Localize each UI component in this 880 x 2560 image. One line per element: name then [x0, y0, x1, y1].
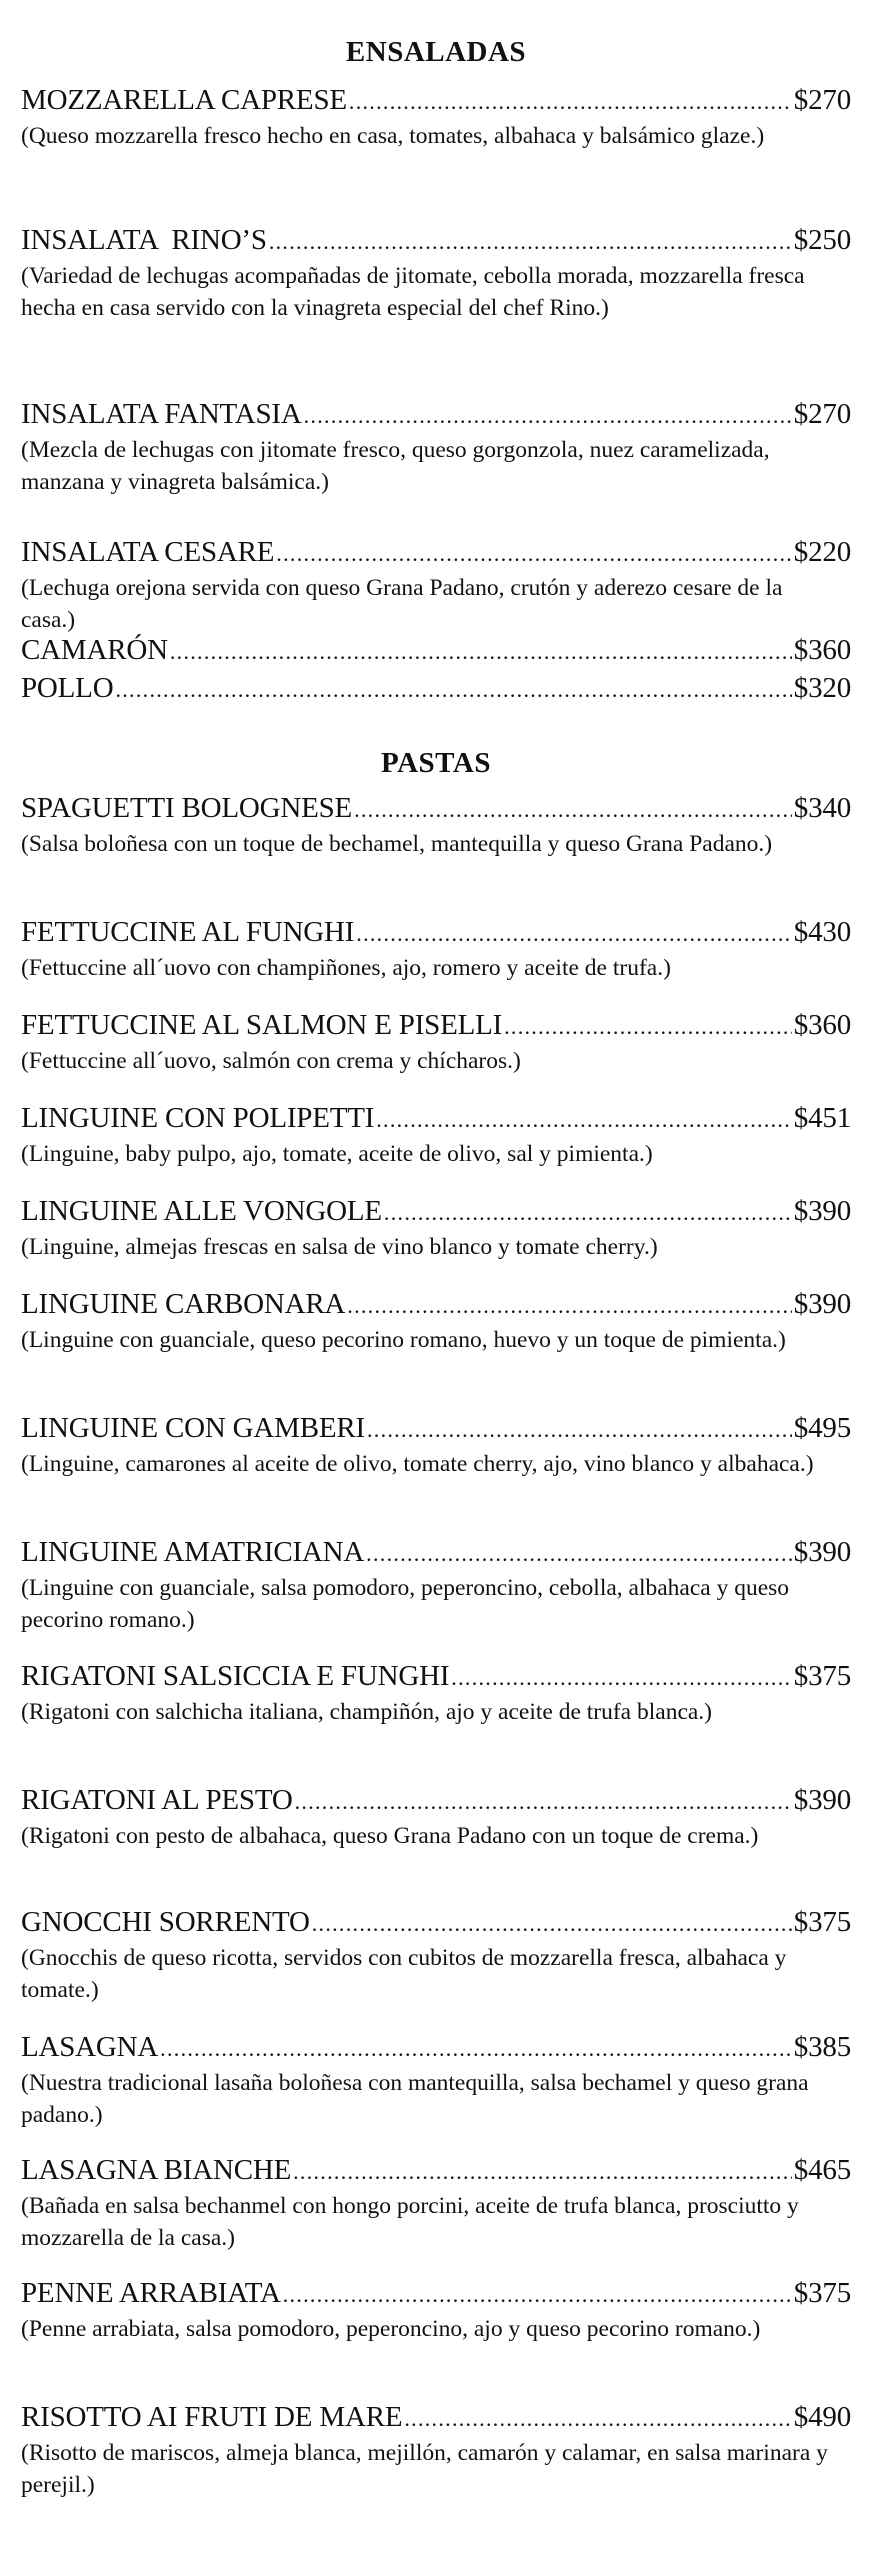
dish-name: RISOTTO AI FRUTI DE MARE [21, 2401, 403, 2433]
dish-price: $390 [793, 1784, 851, 1816]
dish-price: $375 [793, 1660, 851, 1692]
dot-leader [451, 1660, 792, 1696]
dish-price: $320 [793, 672, 851, 704]
dish-line [21, 222, 851, 260]
dot-leader [366, 1536, 792, 1572]
dish-name: POLLO [21, 672, 114, 704]
dish-insalata-cesare [21, 534, 851, 636]
dish-risotto-ai-fruti-de-mare [21, 2399, 851, 2501]
dish-gnocchi-sorrento [21, 1904, 851, 2006]
dish-name: RIGATONI SALSICCIA E FUNGHI [21, 1660, 450, 1692]
dish-line [21, 1534, 851, 1572]
dish-price: $360 [793, 1009, 851, 1041]
dish-line [21, 1007, 851, 1045]
dish-description: (Gnocchis de queso ricotta, servidos con cubitos de mozzarella fresca, albahaca y tomate.) [21, 1945, 787, 2003]
dish-rigatoni-al-pesto [21, 1782, 851, 1852]
dish-name: INSALATA FANTASIA [21, 398, 302, 430]
dish-line [21, 534, 851, 572]
dish-name: LASAGNA [21, 2031, 159, 2063]
dish-line [21, 1410, 851, 1448]
dot-leader [347, 1288, 792, 1324]
dish-line [21, 790, 851, 828]
dot-leader [269, 224, 792, 260]
dot-leader [376, 1102, 792, 1138]
dot-leader [160, 2031, 792, 2067]
dish-linguine-con-gamberi [21, 1410, 851, 1480]
dish-price: $270 [793, 398, 851, 430]
dish-price: $220 [793, 536, 851, 568]
dish-description: (Linguine, camarones al aceite de olivo, tomate cherry, ajo, vino blanco y albahaca.) [21, 1451, 814, 1477]
dish-price: $375 [793, 1906, 851, 1938]
dish-description: (Penne arrabiata, salsa pomodoro, peperoncino, ajo y queso pecorino romano.) [21, 2316, 761, 2342]
dish-description: (Lechuga orejona servida con queso Grana Padano, crutón y aderezo cesare de la casa.) [21, 575, 783, 633]
dish-name: MOZZARELLA CAPRESE [21, 84, 347, 116]
dish-description: (Rigatoni con pesto de albahaca, queso Grana Padano con un toque de crema.) [21, 1823, 759, 1849]
dish-lasagna [21, 2029, 851, 2131]
dish-name: RIGATONI AL PESTO [21, 1784, 293, 1816]
dish-name: LINGUINE CON GAMBERI [21, 1412, 365, 1444]
dish-linguine-carbonara [21, 1286, 851, 1356]
dish-price: $495 [793, 1412, 851, 1444]
dish-line [21, 1658, 851, 1696]
dish-description: (Linguine, almejas frescas en salsa de vino blanco y tomate cherry.) [21, 1234, 658, 1260]
dish-name: LINGUINE CON POLIPETTI [21, 1102, 375, 1134]
dish-description: (Linguine con guanciale, salsa pomodoro, peperoncino, cebolla, albahaca y queso pecorino romano.) [21, 1575, 790, 1633]
dish-price: $385 [793, 2031, 851, 2063]
dish-name: LASAGNA BIANCHE [21, 2154, 292, 2186]
dot-leader [283, 2277, 792, 2313]
dish-description: (Linguine con guanciale, queso pecorino romano, huevo y un toque de pimienta.) [21, 1327, 786, 1353]
dish-linguine-alle-vongole [21, 1193, 851, 1263]
dish-description: (Rigatoni con salchicha italiana, champiñón, ajo y aceite de trufa blanca.) [21, 1699, 713, 1725]
dish-price: $451 [793, 1102, 851, 1134]
dot-leader [384, 1195, 792, 1231]
dish-price: $490 [793, 2401, 851, 2433]
dish-name: INSALATA RINO’S [21, 224, 267, 256]
dish-price: $390 [793, 1288, 851, 1320]
dot-leader [170, 634, 792, 670]
dish-line [21, 82, 851, 120]
dot-leader [354, 792, 792, 828]
dish-spaguetti-bolognese [21, 790, 851, 860]
dish-description: (Salsa boloñesa con un toque de bechamel, mantequilla y queso Grana Padano.) [21, 831, 773, 857]
dish-name: LINGUINE CARBONARA [21, 1288, 346, 1320]
dish-description: (Linguine, baby pulpo, ajo, tomate, aceite de olivo, sal y pimienta.) [21, 1141, 653, 1167]
dish-name: PENNE ARRABIATA [21, 2277, 281, 2309]
dot-leader [349, 84, 792, 120]
dish-price: $465 [793, 2154, 851, 2186]
dish-price: $340 [793, 792, 851, 824]
dish-name: LINGUINE AMATRICIANA [21, 1536, 365, 1568]
dish-line [21, 2029, 851, 2067]
dish-mozzarella-caprese [21, 82, 851, 152]
dish-camaron [21, 632, 851, 670]
dish-price: $360 [793, 634, 851, 666]
dish-line [21, 1286, 851, 1324]
dish-line [21, 1100, 851, 1138]
dish-line [21, 914, 851, 952]
dot-leader [312, 1906, 792, 1942]
dish-description: (Mezcla de lechugas con jitomate fresco, queso gorgonzola, nuez caramelizada, manzana y vinagreta balsámica.) [21, 437, 770, 495]
dish-lasagna-bianche [21, 2152, 851, 2254]
dish-line [21, 396, 851, 434]
dish-description: (Queso mozzarella fresco hecho en casa, tomates, albahaca y balsámico glaze.) [21, 123, 765, 149]
dish-line [21, 2399, 851, 2437]
dot-leader [504, 1009, 792, 1045]
dish-name: FETTUCCINE AL SALMON E PISELLI [21, 1009, 503, 1041]
section-title-ensaladas: ENSALADAS [345, 36, 527, 68]
dish-name: INSALATA CESARE [21, 536, 275, 568]
dot-leader [115, 672, 791, 708]
dish-price: $250 [793, 224, 851, 256]
dish-rigatoni-salsiccia-e-funghi [21, 1658, 851, 1728]
dish-name: SPAGUETTI BOLOGNESE [21, 792, 353, 824]
dish-insalata-fantasia [21, 396, 851, 498]
dish-fettuccine-al-salmon [21, 1007, 851, 1077]
dot-leader [304, 398, 792, 434]
dish-description: (Bañada en salsa bechanmel con hongo porcini, aceite de trufa blanca, prosciutto y mozzarella de la casa.) [21, 2193, 799, 2251]
dish-price: $390 [793, 1195, 851, 1227]
section-title-pastas: PASTAS [381, 747, 491, 779]
dish-name: CAMARÓN [21, 634, 168, 666]
dish-price: $430 [793, 916, 851, 948]
dot-leader [295, 1784, 792, 1820]
dot-leader [404, 2401, 791, 2437]
dish-name: GNOCCHI SORRENTO [21, 1906, 310, 1938]
dish-name: LINGUINE ALLE VONGOLE [21, 1195, 382, 1227]
dot-leader [356, 916, 792, 952]
dish-line [21, 1904, 851, 1942]
dish-line [21, 2152, 851, 2190]
dish-linguine-con-polipetti [21, 1100, 851, 1170]
dot-leader [367, 1412, 792, 1448]
dish-insalata-rinos [21, 222, 851, 324]
dish-line [21, 2275, 851, 2313]
dish-linguine-amatriciana [21, 1534, 851, 1636]
dish-penne-arrabiata [21, 2275, 851, 2345]
dot-leader [293, 2154, 792, 2190]
dish-price: $270 [793, 84, 851, 116]
dish-line [21, 670, 851, 708]
dish-price: $375 [793, 2277, 851, 2309]
dish-fettuccine-al-funghi [21, 914, 851, 984]
dish-line [21, 632, 851, 670]
dish-line [21, 1193, 851, 1231]
dish-description: (Fettuccine all´uovo, salmón con crema y chícharos.) [21, 1048, 521, 1074]
dish-line [21, 1782, 851, 1820]
dish-description: (Nuestra tradicional lasaña boloñesa con mantequilla, salsa bechamel y queso grana padano.) [21, 2070, 809, 2128]
dish-description: (Risotto de mariscos, almeja blanca, mejillón, camarón y calamar, en salsa marinara y perejil.) [21, 2440, 828, 2498]
dish-description: (Fettuccine all´uovo con champiñones, ajo, romero y aceite de trufa.) [21, 955, 671, 981]
dish-description: (Variedad de lechugas acompañadas de jitomate, cebolla morada, mozzarella fresca hecha en casa servido con la vinagreta especial del chef Rino.) [21, 263, 805, 321]
dish-price: $390 [793, 1536, 851, 1568]
dish-name: FETTUCCINE AL FUNGHI [21, 916, 355, 948]
dish-pollo [21, 670, 851, 708]
dot-leader [276, 536, 792, 572]
